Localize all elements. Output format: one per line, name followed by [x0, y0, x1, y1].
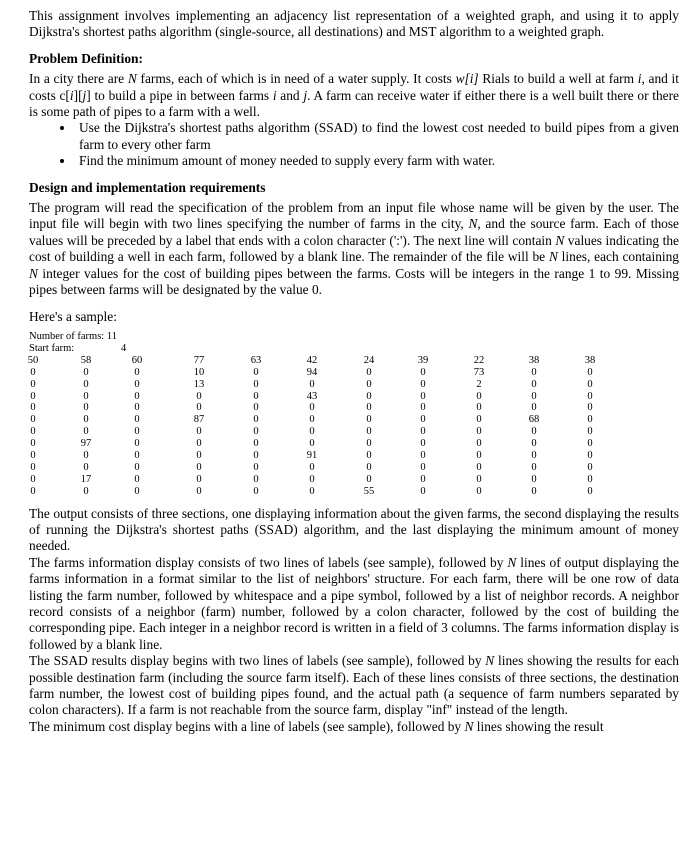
- matrix-cell: 42: [306, 354, 318, 366]
- matrix-cell: 0: [531, 485, 537, 497]
- matrix-cell: 0: [30, 426, 36, 438]
- problem-heading: Problem Definition:: [29, 50, 143, 66]
- matrix-cell: 0: [587, 438, 593, 450]
- matrix-cell: 0: [30, 414, 36, 426]
- matrix-row: [29, 391, 669, 403]
- matrix-cell: 0: [83, 461, 89, 473]
- output-paragraph-4: The minimum cost display begins with a line of labels (see sample), followed by N lines showing the result: [29, 718, 604, 734]
- matrix-cell: 0: [253, 426, 259, 438]
- matrix-cell: 0: [134, 461, 140, 473]
- matrix-cell: 0: [30, 450, 36, 462]
- matrix-cell: 0: [253, 461, 259, 473]
- sample-label: Here's a sample:: [29, 308, 117, 324]
- matrix-cell: 0: [134, 485, 140, 497]
- matrix-cell: 0: [196, 426, 202, 438]
- matrix-cell: 0: [253, 450, 259, 462]
- matrix-cell: 0: [30, 402, 36, 414]
- matrix-cell: 0: [587, 378, 593, 390]
- matrix-cell: 0: [476, 390, 482, 402]
- matrix-cell: 0: [309, 414, 315, 426]
- matrix-cell: 0: [253, 402, 259, 414]
- matrix-cell: 0: [531, 438, 537, 450]
- matrix-cell: 0: [476, 426, 482, 438]
- requirements-list: [29, 120, 679, 169]
- matrix-cell: 0: [134, 366, 140, 378]
- matrix-cell: 0: [420, 473, 426, 485]
- matrix-cell: 0: [366, 426, 372, 438]
- matrix-row: [29, 379, 669, 391]
- matrix-cell: 73: [473, 366, 485, 378]
- matrix-cell: 0: [30, 438, 36, 450]
- matrix-cell: 0: [196, 450, 202, 462]
- matrix-cell: 0: [476, 402, 482, 414]
- matrix-cell: 2: [476, 378, 482, 390]
- matrix-cell: 97: [80, 438, 92, 450]
- matrix-row: [29, 474, 669, 486]
- matrix-row: [29, 438, 669, 450]
- matrix-cell: 0: [587, 366, 593, 378]
- matrix-cell: 0: [587, 414, 593, 426]
- matrix-cell: 50: [27, 354, 39, 366]
- matrix-cell: 0: [134, 473, 140, 485]
- design-heading: Design and implementation requirements: [29, 179, 266, 195]
- matrix-cell: 0: [30, 378, 36, 390]
- matrix-cell: 0: [420, 450, 426, 462]
- matrix-cell: 0: [366, 414, 372, 426]
- design-paragraph: The program will read the specification of the problem from an input file whose name will be given by the user. The input file will begin with two lines specifying the number of farms in the city, N, and the source farm. Each of those values will be preceded by a label that ends with a colon character (':'). The next line will contain N values indicating the cost of building a well in each farm, followed by a blank line. The remainder of the file will be N lines, each containing N integer values for the cost of building pipes between the farms. Costs will be integers in the range 1 to 99. Missing pipes between farms will be designated by the value 0.: [29, 200, 679, 298]
- output-paragraph-2: The farms information display consists of two lines of labels (see sample), followed by N lines of output displaying the farms information in a format similar to the list of neighbors' structure. For each farm, there will be one row of data listing the farm number, followed by whitespace and a pipe symbol, followed by a list of neighbor records. A neighbor record consists of a neighbor (farm) number, followed by a colon character, followed by the cost of building the corresponding pipe. Each integer in a neighbor record is written in a field of 3 columns. The farms information display is followed by a blank line.: [29, 554, 679, 652]
- matrix-cell: 0: [253, 378, 259, 390]
- matrix-cell: 55: [363, 485, 375, 497]
- matrix-row: [29, 486, 669, 498]
- matrix-cell: 17: [80, 473, 92, 485]
- matrix-cell: 0: [476, 450, 482, 462]
- matrix-cell: 0: [366, 438, 372, 450]
- matrix-cell: 0: [587, 450, 593, 462]
- matrix-cell: 0: [83, 450, 89, 462]
- matrix-cell: 0: [420, 485, 426, 497]
- matrix-cell: 63: [250, 354, 262, 366]
- matrix-cell: 0: [476, 461, 482, 473]
- matrix-cell: 0: [134, 450, 140, 462]
- matrix-cell: 0: [196, 402, 202, 414]
- matrix-cell: 0: [30, 390, 36, 402]
- output-paragraph-3: The SSAD results display begins with two lines of labels (see sample), followed by N lines showing the results for each possible destination farm (including the source farm itself). Each of these lines consists of three sections, the destination farm number, the lowest cost of building pipes found, and the actual path (a sequence of farm numbers separated by colon characters). If a farm is not reachable from the source farm, display "inf" instead of the length.: [29, 653, 679, 718]
- matrix-cell: 0: [83, 402, 89, 414]
- matrix-cell: 0: [83, 485, 89, 497]
- matrix-cell: 38: [528, 354, 540, 366]
- matrix-cell: 87: [193, 414, 205, 426]
- sample-start-value: 4: [121, 342, 127, 354]
- matrix-cell: 0: [531, 461, 537, 473]
- matrix-cell: 0: [83, 414, 89, 426]
- matrix-cell: 0: [134, 390, 140, 402]
- output-paragraph-1: The output consists of three sections, one displaying information about the given farms, the second displaying the results of running the Dijkstra's shortest paths (SSAD) algorithm, and the last displaying the minimum amount of money needed.: [29, 505, 679, 554]
- matrix-cell: 68: [528, 414, 540, 426]
- matrix-cell: 0: [420, 402, 426, 414]
- sample-start-label: Start farm:: [29, 342, 75, 354]
- matrix-cell: 0: [134, 438, 140, 450]
- matrix-cell: 0: [531, 450, 537, 462]
- matrix-cell: 0: [420, 438, 426, 450]
- matrix-cell: 0: [253, 438, 259, 450]
- matrix-cell: 0: [253, 414, 259, 426]
- matrix-cell: 77: [193, 354, 205, 366]
- matrix-cell: 38: [584, 354, 596, 366]
- matrix-cell: 0: [309, 461, 315, 473]
- matrix-cell: 0: [309, 402, 315, 414]
- matrix-row: [29, 402, 669, 414]
- matrix-cell: 0: [420, 390, 426, 402]
- matrix-row: [29, 355, 669, 367]
- matrix-cell: 10: [193, 366, 205, 378]
- matrix-cell: 0: [366, 390, 372, 402]
- matrix-cell: 0: [30, 461, 36, 473]
- matrix-cell: 0: [134, 414, 140, 426]
- matrix-cell: 0: [366, 366, 372, 378]
- matrix-cell: 0: [476, 438, 482, 450]
- matrix-cell: 0: [420, 461, 426, 473]
- sample-matrix: [29, 355, 669, 498]
- matrix-cell: 0: [476, 473, 482, 485]
- list-item: • Use the Dijkstra's shortest paths algorithm (SSAD) to find the lowest cost needed to build pipes from a given farm to every other farm: [75, 120, 679, 153]
- matrix-cell: 0: [309, 438, 315, 450]
- matrix-cell: 0: [476, 485, 482, 497]
- problem-paragraph: In a city there are N farms, each of which is in need of a water supply. It costs w[i] Rials to build a well at farm i, and it costs c[i][j] to build a pipe in between farms i and j. A farm can receive water if either there is a well built there or there is some path of pipes to a farm with a well.: [29, 71, 679, 120]
- matrix-cell: 0: [196, 390, 202, 402]
- matrix-cell: 0: [587, 390, 593, 402]
- matrix-cell: 0: [253, 366, 259, 378]
- matrix-cell: 58: [80, 354, 92, 366]
- matrix-cell: 0: [134, 426, 140, 438]
- matrix-cell: 0: [476, 414, 482, 426]
- matrix-cell: 0: [366, 450, 372, 462]
- matrix-cell: 0: [587, 426, 593, 438]
- matrix-cell: 0: [531, 426, 537, 438]
- matrix-cell: 0: [531, 378, 537, 390]
- matrix-cell: 0: [134, 378, 140, 390]
- matrix-cell: 0: [253, 390, 259, 402]
- matrix-cell: 0: [420, 426, 426, 438]
- matrix-cell: 91: [306, 450, 318, 462]
- matrix-cell: 0: [253, 473, 259, 485]
- matrix-cell: 0: [587, 473, 593, 485]
- matrix-cell: 0: [366, 461, 372, 473]
- matrix-cell: 39: [417, 354, 429, 366]
- matrix-cell: 60: [131, 354, 143, 366]
- matrix-cell: 0: [83, 426, 89, 438]
- matrix-cell: 0: [134, 402, 140, 414]
- matrix-cell: 0: [587, 461, 593, 473]
- matrix-cell: 0: [196, 485, 202, 497]
- matrix-cell: 0: [196, 473, 202, 485]
- matrix-cell: 0: [83, 378, 89, 390]
- matrix-cell: 94: [306, 366, 318, 378]
- matrix-cell: 0: [531, 402, 537, 414]
- matrix-cell: 0: [83, 390, 89, 402]
- matrix-cell: 0: [420, 414, 426, 426]
- matrix-cell: 0: [253, 485, 259, 497]
- matrix-cell: 0: [531, 390, 537, 402]
- matrix-cell: 0: [366, 402, 372, 414]
- matrix-cell: 0: [309, 473, 315, 485]
- matrix-cell: 0: [531, 473, 537, 485]
- matrix-cell: 0: [196, 461, 202, 473]
- matrix-cell: 0: [309, 426, 315, 438]
- matrix-cell: 0: [366, 473, 372, 485]
- matrix-cell: 13: [193, 378, 205, 390]
- matrix-cell: 0: [196, 438, 202, 450]
- matrix-cell: 0: [309, 485, 315, 497]
- matrix-cell: 0: [30, 366, 36, 378]
- matrix-cell: 22: [473, 354, 485, 366]
- matrix-row: [29, 414, 669, 426]
- intro-paragraph: This assignment involves implementing an adjacency list representation of a weighted graph, and using it to apply Dijkstra's shortest paths algorithm (single-source, all destinations) and MST algorithm to a weighted graph.: [29, 8, 679, 40]
- matrix-cell: 43: [306, 390, 318, 402]
- matrix-row: [29, 450, 669, 462]
- matrix-cell: 0: [309, 378, 315, 390]
- matrix-cell: 0: [420, 378, 426, 390]
- matrix-row: [29, 426, 669, 438]
- matrix-row: [29, 367, 669, 379]
- list-item: • Find the minimum amount of money needed to supply every farm with water.: [75, 153, 679, 169]
- matrix-cell: 0: [83, 366, 89, 378]
- matrix-cell: 0: [30, 473, 36, 485]
- matrix-cell: 0: [420, 366, 426, 378]
- matrix-row: [29, 462, 669, 474]
- matrix-cell: 0: [531, 366, 537, 378]
- sample-farms-label: Number of farms: 11: [29, 330, 117, 342]
- matrix-cell: 0: [587, 485, 593, 497]
- sample-start-line: [29, 343, 679, 355]
- matrix-cell: 0: [366, 378, 372, 390]
- matrix-cell: 0: [30, 485, 36, 497]
- matrix-cell: 0: [587, 402, 593, 414]
- matrix-cell: 24: [363, 354, 375, 366]
